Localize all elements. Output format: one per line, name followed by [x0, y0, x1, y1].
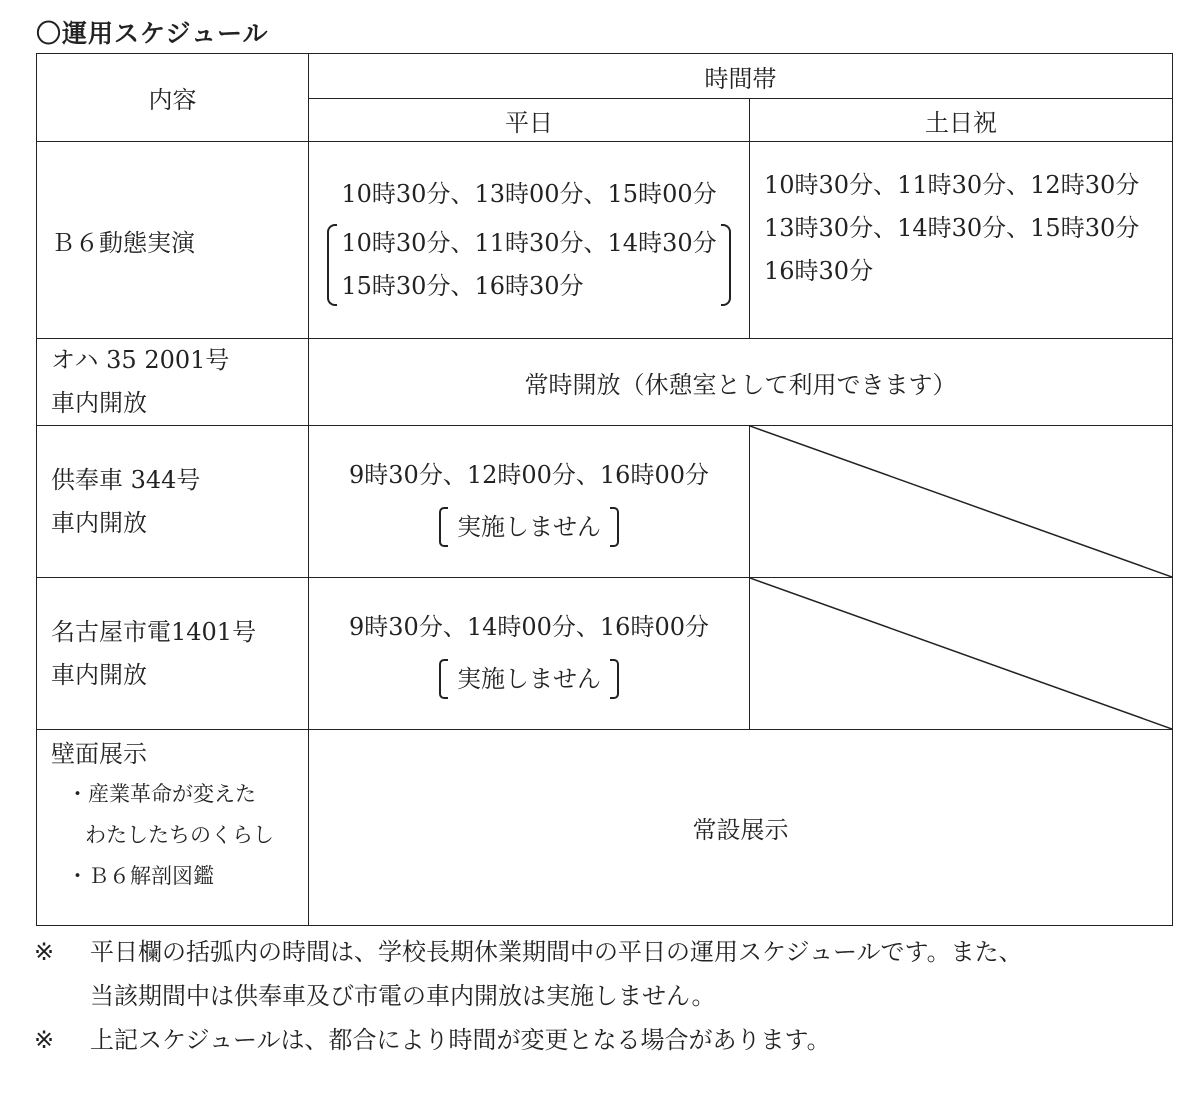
row-label-kubusha — [37, 426, 309, 578]
b6-weekday-cell — [309, 142, 750, 339]
kubusha-weekend-empty — [750, 426, 1173, 578]
table-row-wall — [37, 730, 1173, 926]
diagonal-slash — [750, 426, 1172, 577]
note-1-line1: 平日欄の括弧内の時間は、学校長期休業期間中の平日の運用スケジュールです。また、 — [90, 938, 1023, 966]
oha-schedule: 常時開放（休憩室として利用できます） — [309, 339, 1173, 426]
shiden-label-line1: 名古屋市電1401号 — [51, 617, 257, 646]
note-1-line2: 当該期間中は供奉車及び市電の車内開放は実施しません。 — [90, 982, 716, 1010]
row-label-oha — [37, 339, 309, 426]
kubusha-label-line1: 供奉車 344号 — [51, 465, 201, 494]
oha-label-line2: 車内開放 — [51, 389, 147, 417]
note-mark: ※ — [34, 938, 55, 966]
wall-item1-line2: わたしたちのくらし — [85, 823, 274, 847]
note-2-text: 上記スケジュールは、都合により時間が変更となる場合があります。 — [90, 1026, 831, 1054]
table-row-shiden — [37, 578, 1173, 730]
notes — [34, 930, 1194, 1062]
shiden-weekday-alt: 実施しません — [439, 657, 619, 701]
shiden-label-line2: 車内開放 — [51, 660, 147, 689]
wall-item1-line1: ・産業革命が変えた — [67, 782, 256, 806]
kubusha-weekday-cell — [309, 426, 750, 578]
wall-schedule: 常設展示 — [309, 730, 1173, 926]
shiden-weekend-empty — [750, 578, 1173, 730]
b6-weekend-cell — [750, 142, 1173, 339]
note-1 — [34, 930, 1194, 1018]
note-mark: ※ — [34, 1026, 55, 1054]
b6-weekday-main: 10時30分、13時00分、15時00分 — [341, 179, 717, 208]
oha-label-line1: オハ 35 2001号 — [51, 346, 230, 374]
wall-label: 壁面展示 — [51, 740, 147, 768]
table-row-oha — [37, 339, 1173, 426]
schedule-table — [36, 53, 1173, 926]
header-weekend: 土日祝 — [750, 99, 1173, 142]
b6-weekend-line3: 16時30分 — [764, 257, 874, 285]
header-time-zone: 時間帯 — [309, 54, 1173, 99]
b6-weekday-alt-line1: 10時30分、11時30分、14時30分 — [341, 228, 717, 257]
b6-weekend-line2: 13時30分、14時30分、15時30分 — [764, 214, 1140, 242]
shiden-weekday-main: 9時30分、14時00分、16時00分 — [349, 613, 709, 641]
diagonal-slash — [750, 578, 1172, 729]
table-row-b6 — [37, 142, 1173, 339]
header-weekday: 平日 — [309, 99, 750, 142]
kubusha-weekday-alt: 実施しません — [439, 505, 619, 549]
b6-weekday-alt — [327, 222, 730, 308]
table-row-kubusha — [37, 426, 1173, 578]
wall-item2: ・Ｂ６解剖図鑑 — [67, 864, 214, 888]
shiden-weekday-cell — [309, 578, 750, 730]
row-label-b6: Ｂ６動態実演 — [37, 142, 309, 339]
row-label-shiden — [37, 578, 309, 730]
page-title: 〇運用スケジュール — [36, 19, 269, 48]
kubusha-weekday-main: 9時30分、12時00分、16時00分 — [349, 461, 709, 489]
header-content: 内容 — [37, 54, 309, 142]
row-label-wall — [37, 730, 309, 926]
b6-weekend-line1: 10時30分、11時30分、12時30分 — [764, 171, 1140, 199]
note-2 — [34, 1018, 1194, 1062]
kubusha-label-line2: 車内開放 — [51, 508, 147, 537]
b6-weekday-alt-line2: 15時30分、16時30分 — [341, 271, 584, 300]
